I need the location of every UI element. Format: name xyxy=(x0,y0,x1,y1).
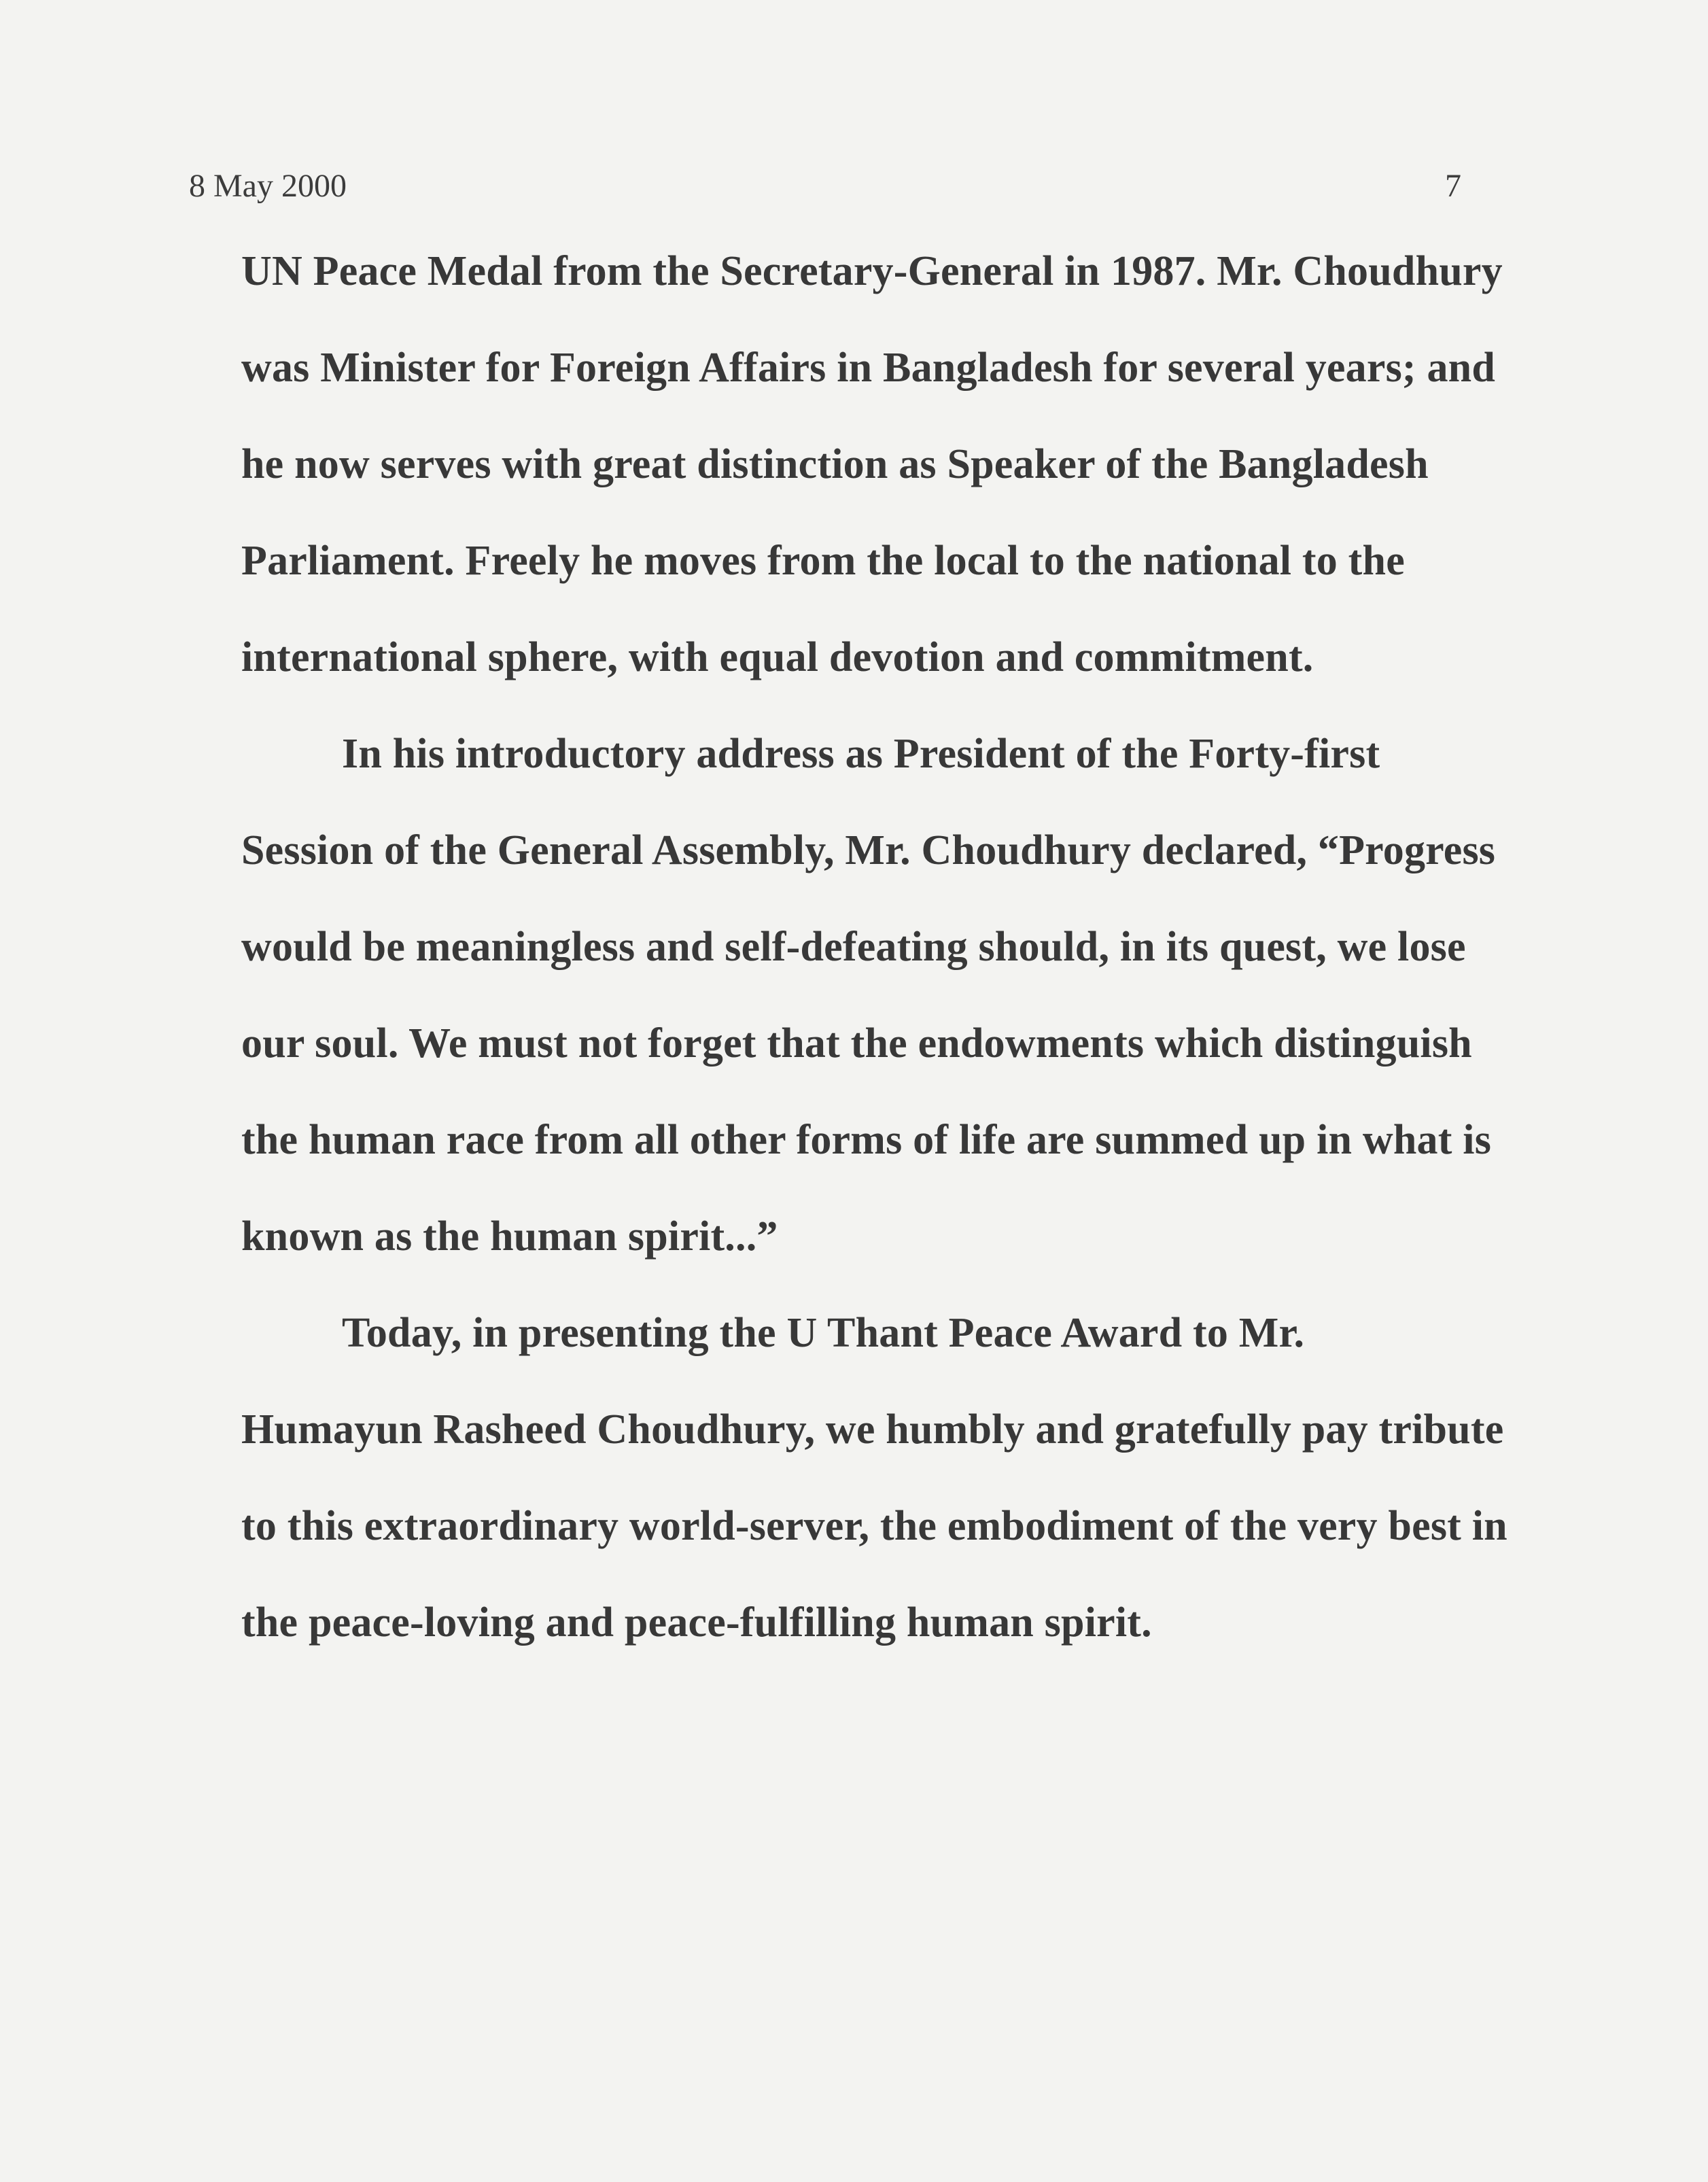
body-line: Humayun Rasheed Choudhury, we humbly and gratefully pay tribute xyxy=(241,1406,1504,1453)
body-line: would be meaningless and self-defeating should, in its quest, we lose xyxy=(241,924,1466,970)
body-line: was Minister for Foreign Affairs in Bangladesh for several years; and xyxy=(241,345,1496,391)
page-number: 7 xyxy=(1445,168,1461,204)
header-date: 8 May 2000 xyxy=(189,168,347,204)
body-line: international sphere, with equal devotion and commitment. xyxy=(241,634,1314,680)
body-line: the human race from all other forms of life are summed up in what is xyxy=(241,1117,1492,1163)
body-line: known as the human spirit...” xyxy=(241,1213,778,1260)
body-line: he now serves with great distinction as Speaker of the Bangladesh xyxy=(241,441,1429,487)
body-line: UN Peace Medal from the Secretary-General in 1987. Mr. Choudhury xyxy=(241,248,1503,294)
body-line: our soul. We must not forget that the endowments which distinguish xyxy=(241,1020,1472,1067)
body-line: to this extraordinary world-server, the embodiment of the very best in xyxy=(241,1503,1507,1549)
body-line: In his introductory address as President of the Forty-first xyxy=(342,731,1380,777)
body-line: the peace-loving and peace-fulfilling human spirit. xyxy=(241,1599,1152,1646)
body-line: Session of the General Assembly, Mr. Choudhury declared, “Progress xyxy=(241,827,1496,873)
body-line: Today, in presenting the U Thant Peace Award to Mr. xyxy=(342,1310,1305,1356)
body-line: Parliament. Freely he moves from the local to the national to the xyxy=(241,538,1405,584)
